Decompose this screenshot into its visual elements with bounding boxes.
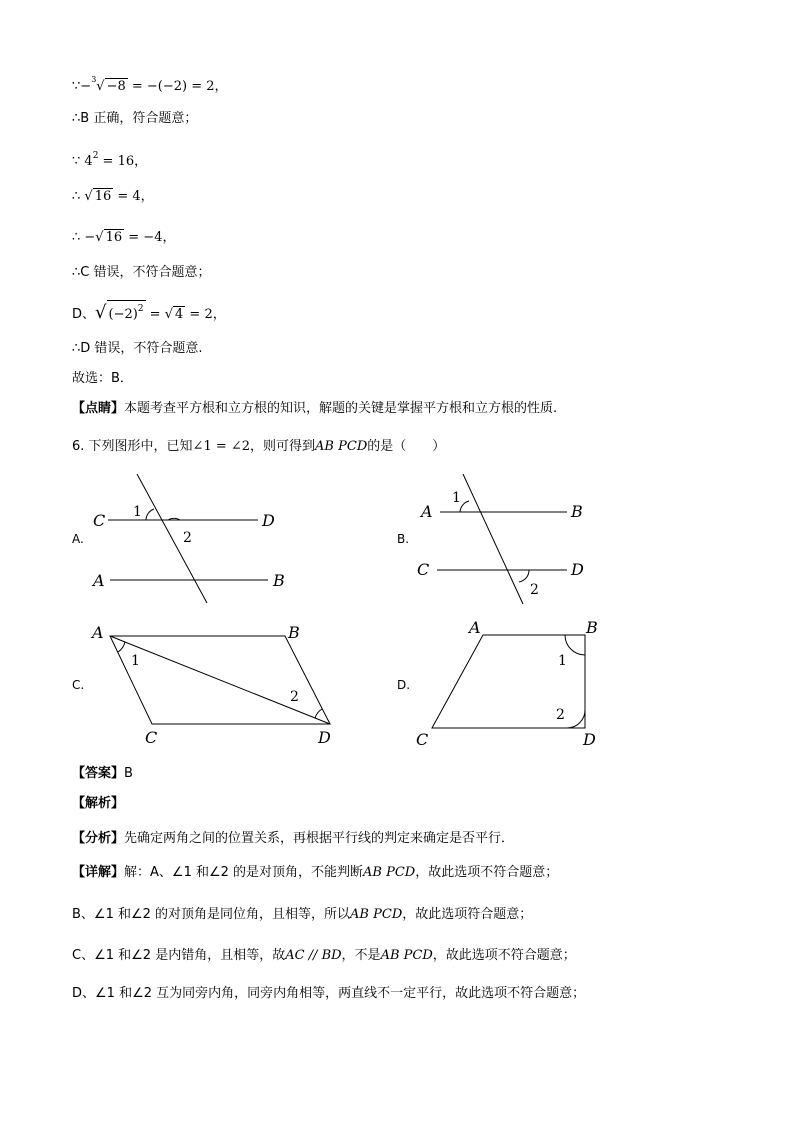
label-2: 2: [183, 530, 192, 546]
figure-b: [412, 468, 602, 608]
angle-1-arc: [118, 642, 125, 652]
diagonal-ad: [110, 636, 330, 724]
label-d: D: [262, 511, 275, 530]
line-dianjing: 【点睛】本题考查平方根和立方根的知识，解题的关键是掌握平方根和立方根的性质.: [72, 401, 558, 416]
label-a: A: [469, 618, 481, 637]
line-sqrt-16: ∴ √ 16 = 4，: [72, 189, 154, 204]
label-2: 2: [290, 689, 299, 705]
option-b-label: B.: [397, 532, 410, 546]
detail-d: D、∠1 和∠2 互为同旁内角，同旁内角相等，两直线不一定平行，故此选项不符合题意；: [72, 986, 586, 1001]
label-a: A: [421, 502, 433, 521]
figure-d: [412, 614, 612, 750]
option-d-label: D.: [397, 678, 411, 692]
label-d: D: [571, 560, 584, 579]
line-c-wrong: ∴C 错误，不符合题意；: [72, 265, 211, 280]
line-neg-sqrt-16: ∴ −√ 16 = −4，: [72, 230, 176, 245]
label-a: A: [92, 623, 104, 642]
answer: 【答案】B: [72, 766, 133, 781]
figure-c: [88, 618, 348, 748]
angle-2-arc: [567, 710, 585, 728]
question-6: 6. 下列图形中，已知∠1 = ∠2，则可得到AB PCD的是（ ）: [72, 439, 446, 454]
detail-a: 【详解】解：A、∠1 和∠2 的是对顶角，不能判断AB PCD，故此选项不符合题意；: [72, 865, 559, 880]
label-b: B: [571, 502, 583, 521]
option-a-label: A.: [72, 532, 84, 546]
label-c: C: [417, 560, 430, 579]
line-choose-b: 故选：B．: [72, 371, 133, 386]
label-1: 1: [131, 653, 140, 669]
line-d-wrong: ∴D 错误，不符合题意.: [72, 341, 203, 356]
label-1: 1: [133, 504, 142, 520]
label-a: A: [93, 571, 105, 590]
line-d-sqrt: D、√ $(-2)^2$ = √ 4 = 2，: [72, 302, 226, 323]
label-c: C: [93, 511, 106, 530]
label-b: B: [273, 571, 285, 590]
line-b-correct: ∴B 正确，符合题意；: [72, 111, 198, 126]
label-c: C: [416, 730, 429, 749]
transversal: [137, 474, 207, 603]
label-1: 1: [452, 490, 461, 506]
detail-c: C、∠1 和∠2 是内错角，且相等，故AC // BD，不是AB PCD，故此选项不符合题意；: [72, 948, 576, 963]
label-d: D: [318, 728, 331, 747]
option-c-label: C.: [72, 678, 85, 692]
angle-2-arc: [519, 570, 529, 582]
detail-b: B、∠1 和∠2 的对顶角是同位角，且相等，所以AB PCD，故此选项符合题意；: [72, 907, 533, 922]
line-cube-root: ∵−$^3$√ −8 = −(−2) = 2，: [72, 75, 228, 94]
label-1: 1: [558, 653, 567, 669]
angle-2-arc: [315, 709, 322, 718]
figure-a: [88, 468, 288, 608]
label-b: B: [288, 623, 300, 642]
fenxi: 【分析】先确定两角之间的位置关系，再根据平行线的判定来确定是否平行．: [72, 831, 515, 846]
label-2: 2: [530, 582, 539, 598]
label-2: 2: [556, 707, 565, 723]
transversal: [463, 474, 523, 604]
angle-1-arc: [565, 635, 585, 655]
analysis-heading: 【解析】: [72, 796, 125, 811]
line-four-squared: ∵ $4^2 = 16$，: [72, 151, 148, 169]
angle-1-arc: [146, 509, 154, 520]
label-b: B: [586, 618, 598, 637]
angle-1-arc: [460, 501, 469, 512]
label-c: C: [145, 728, 158, 747]
label-d: D: [583, 730, 596, 749]
